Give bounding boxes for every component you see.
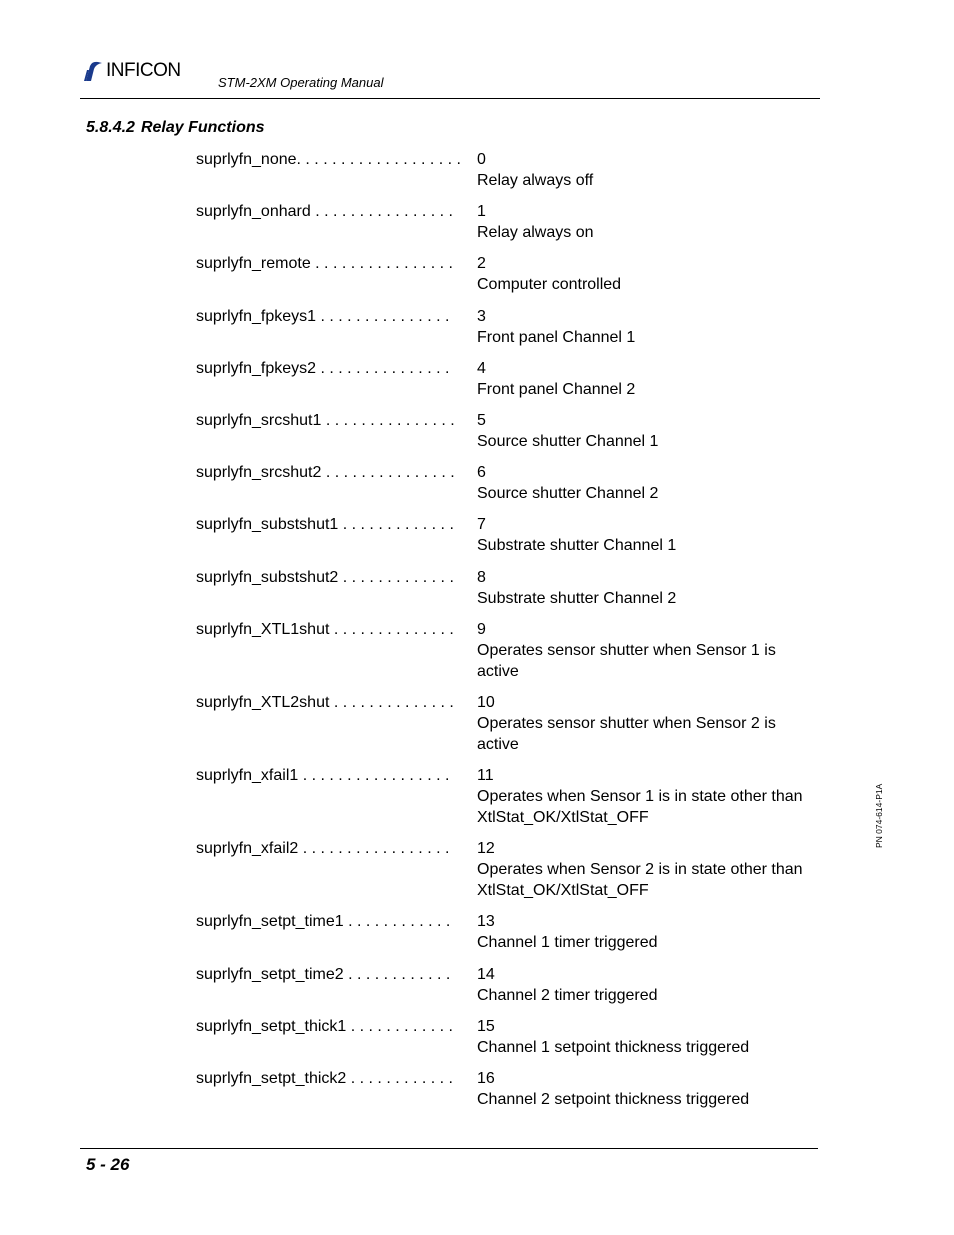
entry-value: 6 (477, 464, 486, 482)
entry-value: 9 (477, 620, 486, 638)
entry-name: suprlyfn_srcshut2 . . . . . . . . . . . . . . . (196, 464, 455, 482)
part-number: PN 074-614-P1A (874, 783, 884, 848)
entry-value: 0 (477, 151, 486, 168)
entry-name: suprlyfn_substshut2 . . . . . . . . . . . . . (196, 568, 454, 586)
entry-description: Source shutter Channel 1 (477, 432, 659, 450)
entry-name: suprlyfn_fpkeys2 . . . . . . . . . . . . . . . (196, 359, 450, 377)
list-item (196, 838, 816, 901)
list-item (196, 253, 816, 295)
entry-description: Source shutter Channel 2 (477, 485, 659, 503)
entry-description: Channel 2 setpoint thickness triggered (477, 1091, 750, 1108)
section-heading (86, 119, 265, 137)
list-item (196, 1068, 816, 1110)
entry-value: 2 (477, 255, 486, 273)
list-item (196, 149, 816, 191)
entry-value: 7 (477, 516, 486, 534)
entry-name: suprlyfn_XTL1shut . . . . . . . . . . . . . . (196, 620, 454, 638)
inficon-logo (82, 60, 181, 82)
entry-description: Channel 1 setpoint thickness triggered (477, 1038, 750, 1056)
list-item (196, 1016, 816, 1058)
entry-name: suprlyfn_remote . . . . . . . . . . . . . . . . (196, 255, 453, 273)
inficon-logo-icon (82, 60, 104, 82)
footer-rule (80, 1148, 818, 1149)
entry-description: Relay always on (477, 224, 594, 242)
list-item (196, 462, 816, 504)
entry-name: suprlyfn_xfail1 . . . . . . . . . . . . . . . . . (196, 767, 450, 785)
entry-value: 10 (477, 693, 495, 711)
entry-name: suprlyfn_onhard . . . . . . . . . . . . . . . . (196, 203, 453, 221)
entry-value: 15 (477, 1017, 495, 1035)
section-number: 5.8.4.2 (86, 119, 135, 136)
entry-value: 14 (477, 965, 495, 983)
list-item (196, 201, 816, 243)
entry-name: suprlyfn_substshut1 . . . . . . . . . . . . . (196, 516, 454, 534)
list-item (196, 692, 816, 755)
entry-value: 8 (477, 568, 486, 586)
entry-name: suprlyfn_srcshut1 . . . . . . . . . . . . . . . (196, 411, 455, 429)
list-item (196, 964, 816, 1006)
list-item (196, 358, 816, 400)
entry-name: suprlyfn_setpt_time2 . . . . . . . . . . . . (196, 965, 451, 983)
page-number: 5 - 26 (86, 1155, 130, 1174)
entry-description: Front panel Channel 1 (477, 328, 636, 346)
section-title: Relay Functions (140, 119, 265, 136)
list-item (196, 567, 816, 609)
entry-value: 12 (477, 840, 495, 858)
entry-description: Computer controlled (477, 276, 622, 294)
list-item (196, 514, 816, 556)
entry-name: suprlyfn_XTL2shut . . . . . . . . . . . . . . (196, 693, 454, 711)
entry-name: suprlyfn_xfail2 . . . . . . . . . . . . . . . . . (196, 840, 450, 858)
entry-description: Operates when Sensor 1 is in state other than XtlStat_OK/XtlStat_OFF (477, 788, 803, 827)
list-item (196, 619, 816, 682)
logo-text: INFICON (106, 60, 181, 81)
list-item (196, 765, 816, 828)
entry-description: Relay always off (477, 172, 594, 189)
entry-value: 13 (477, 913, 495, 931)
entry-name: suprlyfn_setpt_time1 . . . . . . . . . . . . (196, 913, 451, 931)
entry-name: suprlyfn_setpt_thick2 . . . . . . . . . . . . (196, 1070, 453, 1087)
entry-value: 4 (477, 359, 486, 377)
entry-value: 16 (477, 1070, 495, 1087)
entry-description: Operates sensor shutter when Sensor 2 is active (477, 714, 776, 753)
entry-value: 1 (477, 203, 486, 221)
entry-description: Channel 1 timer triggered (477, 934, 658, 952)
entry-description: Front panel Channel 2 (477, 380, 636, 398)
entry-description: Channel 2 timer triggered (477, 986, 658, 1004)
entry-value: 3 (477, 307, 486, 325)
entry-description: Substrate shutter Channel 1 (477, 537, 677, 555)
document-title: STM-2XM Operating Manual (218, 75, 384, 90)
header-rule (80, 98, 820, 99)
entry-value: 11 (477, 767, 494, 785)
list-item (196, 410, 816, 452)
entry-description: Operates when Sensor 2 is in state other than XtlStat_OK/XtlStat_OFF (477, 861, 803, 900)
list-item (196, 911, 816, 953)
relay-function-list (196, 149, 816, 1120)
entry-description: Operates sensor shutter when Sensor 1 is active (477, 641, 776, 680)
entry-name: suprlyfn_setpt_thick1 . . . . . . . . . . . . (196, 1017, 453, 1035)
list-item (196, 306, 816, 348)
entry-name: suprlyfn_fpkeys1 . . . . . . . . . . . . . . . (196, 307, 450, 325)
entry-value: 5 (477, 411, 486, 429)
entry-name: suprlyfn_none. . . . . . . . . . . . . . . . . . . (196, 151, 461, 168)
entry-description: Substrate shutter Channel 2 (477, 589, 677, 607)
